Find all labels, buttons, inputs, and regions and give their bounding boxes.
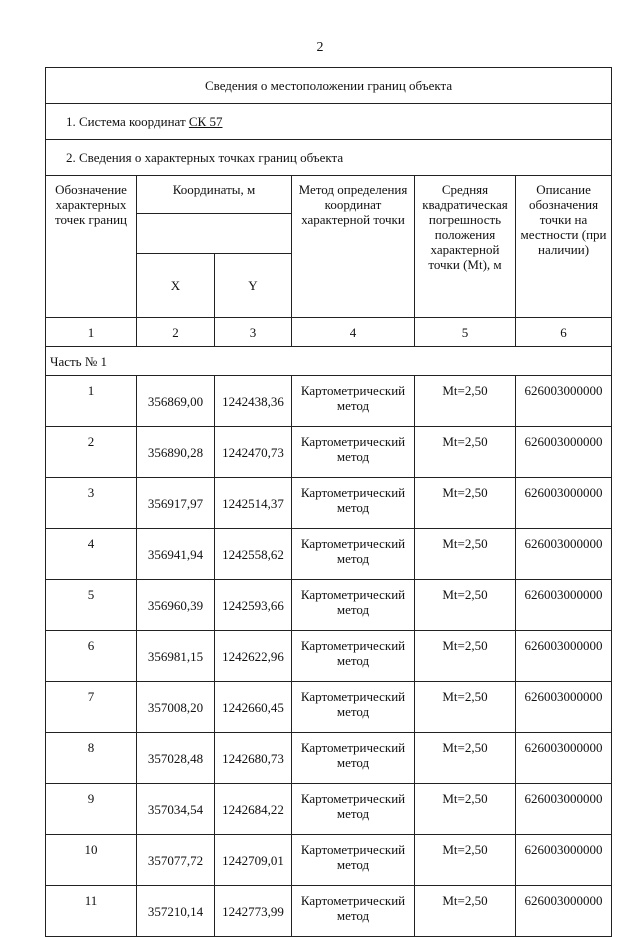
column-number: 5 bbox=[415, 318, 516, 347]
data-rows bbox=[46, 376, 612, 937]
description-cell: 626003000000 bbox=[516, 835, 612, 886]
coordinate-x: 357077,72 bbox=[137, 835, 215, 886]
coordinate-y: 1242709,01 bbox=[215, 835, 292, 886]
description-cell: 626003000000 bbox=[516, 784, 612, 835]
point-number: 3 bbox=[46, 478, 137, 529]
column-number: 3 bbox=[215, 318, 292, 347]
error-cell: Mt=2,50 bbox=[415, 631, 516, 682]
method-cell: Картометрический метод bbox=[292, 631, 415, 682]
table-row bbox=[46, 682, 612, 733]
table-row bbox=[46, 733, 612, 784]
error-cell: Mt=2,50 bbox=[415, 682, 516, 733]
page-number: 2 bbox=[316, 40, 324, 55]
table-row bbox=[46, 376, 612, 427]
point-number: 8 bbox=[46, 733, 137, 784]
table-row bbox=[46, 427, 612, 478]
coordinate-x: 356981,15 bbox=[137, 631, 215, 682]
description-cell: 626003000000 bbox=[516, 886, 612, 937]
description-cell: 626003000000 bbox=[516, 631, 612, 682]
coordinate-x: 356890,28 bbox=[137, 427, 215, 478]
coordinate-system-row bbox=[46, 104, 612, 140]
error-cell: Mt=2,50 bbox=[415, 886, 516, 937]
coordinate-x: 356917,97 bbox=[137, 478, 215, 529]
coordinate-y: 1242470,73 bbox=[215, 427, 292, 478]
coordinate-y: 1242514,37 bbox=[215, 478, 292, 529]
description-cell: 626003000000 bbox=[516, 427, 612, 478]
table-row bbox=[46, 886, 612, 937]
method-cell: Картометрический метод bbox=[292, 376, 415, 427]
table-row bbox=[46, 580, 612, 631]
table-row bbox=[46, 631, 612, 682]
coordinate-y: 1242684,22 bbox=[215, 784, 292, 835]
coordinate-x: 357008,20 bbox=[137, 682, 215, 733]
error-cell: Mt=2,50 bbox=[415, 784, 516, 835]
table-row bbox=[46, 835, 612, 886]
coordinate-x: 357210,14 bbox=[137, 886, 215, 937]
error-cell: Mt=2,50 bbox=[415, 529, 516, 580]
boundary-table bbox=[45, 67, 612, 937]
coordinate-system-name: СК 57 bbox=[188, 114, 223, 129]
method-cell: Картометрический метод bbox=[292, 784, 415, 835]
method-cell: Картометрический метод bbox=[292, 478, 415, 529]
header-x: X bbox=[137, 254, 215, 318]
description-cell: 626003000000 bbox=[516, 529, 612, 580]
header-coordinates-blank bbox=[137, 214, 292, 254]
point-number: 2 bbox=[46, 427, 137, 478]
method-cell: Картометрический метод bbox=[292, 886, 415, 937]
header-error: Средняя квадратическая погрешность положения характерной точки (Mt), м bbox=[415, 176, 516, 318]
header-method: Метод определения координат характерной точки bbox=[292, 176, 415, 318]
description-cell: 626003000000 bbox=[516, 682, 612, 733]
column-number-row bbox=[46, 318, 612, 347]
point-number: 9 bbox=[46, 784, 137, 835]
point-number: 10 bbox=[46, 835, 137, 886]
table-row bbox=[46, 529, 612, 580]
table-row bbox=[46, 478, 612, 529]
point-number: 5 bbox=[46, 580, 137, 631]
coordinate-system-label: 1. Система координат bbox=[66, 114, 189, 129]
point-number: 7 bbox=[46, 682, 137, 733]
coordinate-x: 356869,00 bbox=[137, 376, 215, 427]
header-coordinates: Координаты, м bbox=[137, 176, 292, 214]
error-cell: Mt=2,50 bbox=[415, 733, 516, 784]
point-number: 6 bbox=[46, 631, 137, 682]
method-cell: Картометрический метод bbox=[292, 835, 415, 886]
description-cell: 626003000000 bbox=[516, 733, 612, 784]
method-cell: Картометрический метод bbox=[292, 682, 415, 733]
error-cell: Mt=2,50 bbox=[415, 427, 516, 478]
column-number: 1 bbox=[46, 318, 137, 347]
table-title: Сведения о местоположении границ объекта bbox=[46, 68, 612, 104]
point-number: 11 bbox=[46, 886, 137, 937]
method-cell: Картометрический метод bbox=[292, 529, 415, 580]
description-cell: 626003000000 bbox=[516, 580, 612, 631]
column-number: 2 bbox=[137, 318, 215, 347]
column-number: 4 bbox=[292, 318, 415, 347]
coordinate-y: 1242773,99 bbox=[215, 886, 292, 937]
header-point-designation: Обозначение характерных точек границ bbox=[46, 176, 137, 318]
error-cell: Mt=2,50 bbox=[415, 376, 516, 427]
coordinate-x: 356941,94 bbox=[137, 529, 215, 580]
error-cell: Mt=2,50 bbox=[415, 580, 516, 631]
description-cell: 626003000000 bbox=[516, 376, 612, 427]
error-cell: Mt=2,50 bbox=[415, 478, 516, 529]
method-cell: Картометрический метод bbox=[292, 427, 415, 478]
part-label: Часть № 1 bbox=[46, 347, 612, 376]
error-cell: Mt=2,50 bbox=[415, 835, 516, 886]
coordinate-y: 1242593,66 bbox=[215, 580, 292, 631]
coordinate-y: 1242660,45 bbox=[215, 682, 292, 733]
coordinate-x: 357028,48 bbox=[137, 733, 215, 784]
column-number: 6 bbox=[516, 318, 612, 347]
header-description: Описание обозначения точки на местности (при наличии) bbox=[516, 176, 612, 318]
coordinate-y: 1242622,96 bbox=[215, 631, 292, 682]
coordinate-x: 357034,54 bbox=[137, 784, 215, 835]
method-cell: Картометрический метод bbox=[292, 733, 415, 784]
description-cell: 626003000000 bbox=[516, 478, 612, 529]
coordinate-x: 356960,39 bbox=[137, 580, 215, 631]
header-y: Y bbox=[215, 254, 292, 318]
coordinate-y: 1242680,73 bbox=[215, 733, 292, 784]
coordinate-y: 1242558,62 bbox=[215, 529, 292, 580]
table-row bbox=[46, 784, 612, 835]
point-number: 1 bbox=[46, 376, 137, 427]
coordinate-y: 1242438,36 bbox=[215, 376, 292, 427]
points-section-title: 2. Сведения о характерных точках границ объекта bbox=[46, 140, 612, 176]
point-number: 4 bbox=[46, 529, 137, 580]
method-cell: Картометрический метод bbox=[292, 580, 415, 631]
